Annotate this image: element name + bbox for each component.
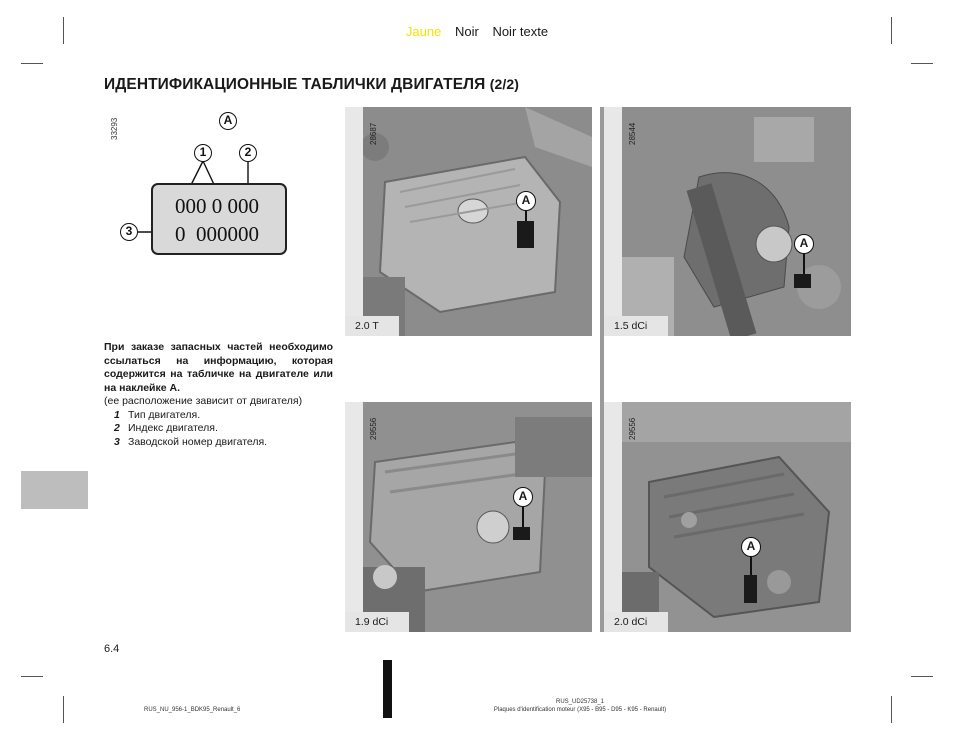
- marker-a-tag: [794, 274, 811, 288]
- plate-line-2: 0 000000: [175, 222, 259, 246]
- photo-side-strip: [604, 402, 622, 632]
- engine-photo-1-9-dci: [345, 402, 592, 632]
- color-label-black: Noir: [454, 24, 479, 39]
- list-item-text: Тип двигателя.: [128, 408, 201, 421]
- engine-type-label: 1.9 dCi: [345, 612, 409, 632]
- crop-mark: [911, 676, 933, 677]
- engine-photo-art: [604, 107, 851, 336]
- engine-photo-art: [345, 402, 592, 632]
- engine-type-label: 1.5 dCi: [604, 316, 668, 336]
- list-item: [114, 422, 333, 436]
- callout-a-label: A: [223, 113, 233, 127]
- intro-paragraph: При заказе запасных частей необходимо ссылаться на информацию, которая содержится на табличке на двигателе или на наклейке A.: [104, 341, 333, 394]
- engine-type-label: 2.0 dCi: [604, 612, 668, 632]
- crop-mark: [21, 63, 43, 64]
- color-label-black-text: Noir texte: [492, 24, 549, 39]
- photo-side-strip: [345, 402, 363, 632]
- marker-a-circle: [516, 191, 536, 211]
- footer-left-code: RUS_NU_956-1_BDK95_Renault_6: [144, 707, 241, 713]
- marker-a-circle: [794, 234, 814, 254]
- engine-photo-1-5-dci: [604, 107, 851, 336]
- photo-side-strip: [345, 107, 363, 336]
- marker-a-stem: [750, 557, 752, 575]
- binding-bar: [383, 660, 392, 718]
- photo-side-strip: [604, 107, 622, 336]
- marker-a-label: A: [799, 236, 809, 250]
- engine-photo-2-0-dci: [604, 402, 851, 632]
- callout-2-circle: [239, 144, 257, 162]
- engine-photo-2-0-t: [345, 107, 592, 336]
- marker-a-circle: [513, 487, 533, 507]
- page-number: 6.4: [104, 643, 120, 655]
- crop-mark: [63, 696, 64, 723]
- marker-a-stem: [803, 254, 805, 274]
- photo-ref-number: 29556: [628, 417, 637, 440]
- list-item-text: Индекс двигателя.: [128, 422, 218, 434]
- page-title-text: ИДЕНТИФИКАЦИОННЫЕ ТАБЛИЧКИ ДВИГАТЕЛЯ: [104, 76, 486, 93]
- footer-right-description: Plaques d'identification moteur (X95 - B95 - D95 - K95 - Renault): [493, 707, 667, 713]
- chapter-tab: [21, 471, 88, 509]
- engine-type-label: 2.0 T: [345, 316, 399, 336]
- body-text: [104, 341, 333, 449]
- engine-photo-art: [345, 107, 592, 336]
- photo-ref-number: 29556: [369, 417, 378, 440]
- list-item: [114, 409, 333, 423]
- list-item-number: 1: [114, 408, 120, 421]
- callout-1-label: 1: [199, 145, 207, 159]
- callout-2-label: 2: [244, 145, 252, 159]
- marker-a-label: A: [518, 489, 528, 503]
- crop-mark: [911, 63, 933, 64]
- engine-photo-art: [604, 402, 851, 632]
- callout-3-circle: [120, 223, 138, 241]
- list-item-number: 3: [114, 435, 120, 448]
- marker-a-label: A: [746, 539, 756, 553]
- marker-a-stem: [525, 211, 527, 221]
- marker-a-label: A: [521, 193, 531, 207]
- plate-line-1: 000 0 000: [175, 194, 259, 218]
- footer-right-code: RUS_UD25738_1: [555, 699, 605, 705]
- page-title: [104, 76, 519, 94]
- list-item-number: 2: [114, 422, 120, 434]
- color-label-yellow: Jaune: [405, 24, 442, 39]
- callout-1-circle: [194, 144, 212, 162]
- marker-a-stem: [522, 507, 524, 527]
- photo-ref-number: 28687: [369, 122, 378, 145]
- diagram-ref-number: 33293: [110, 117, 119, 140]
- marker-a-tag: [744, 575, 757, 603]
- engine-id-plate: [151, 183, 287, 255]
- photo-ref-number: 28544: [628, 122, 637, 145]
- list-item-text: Заводской номер двигателя.: [128, 435, 268, 448]
- callout-a-circle: [219, 112, 237, 130]
- marker-a-tag: [517, 221, 534, 248]
- crop-mark: [891, 696, 892, 723]
- marker-a-tag: [513, 527, 530, 540]
- marker-a-circle: [741, 537, 761, 557]
- page-title-suffix: (2/2): [489, 76, 520, 92]
- crop-mark: [21, 676, 43, 677]
- color-separation-labels: [0, 24, 954, 39]
- list-item: [114, 436, 333, 450]
- footer-right: [430, 698, 730, 714]
- callout-3-label: 3: [125, 224, 133, 238]
- intro-note: (ее расположение зависит от двигателя): [104, 395, 303, 407]
